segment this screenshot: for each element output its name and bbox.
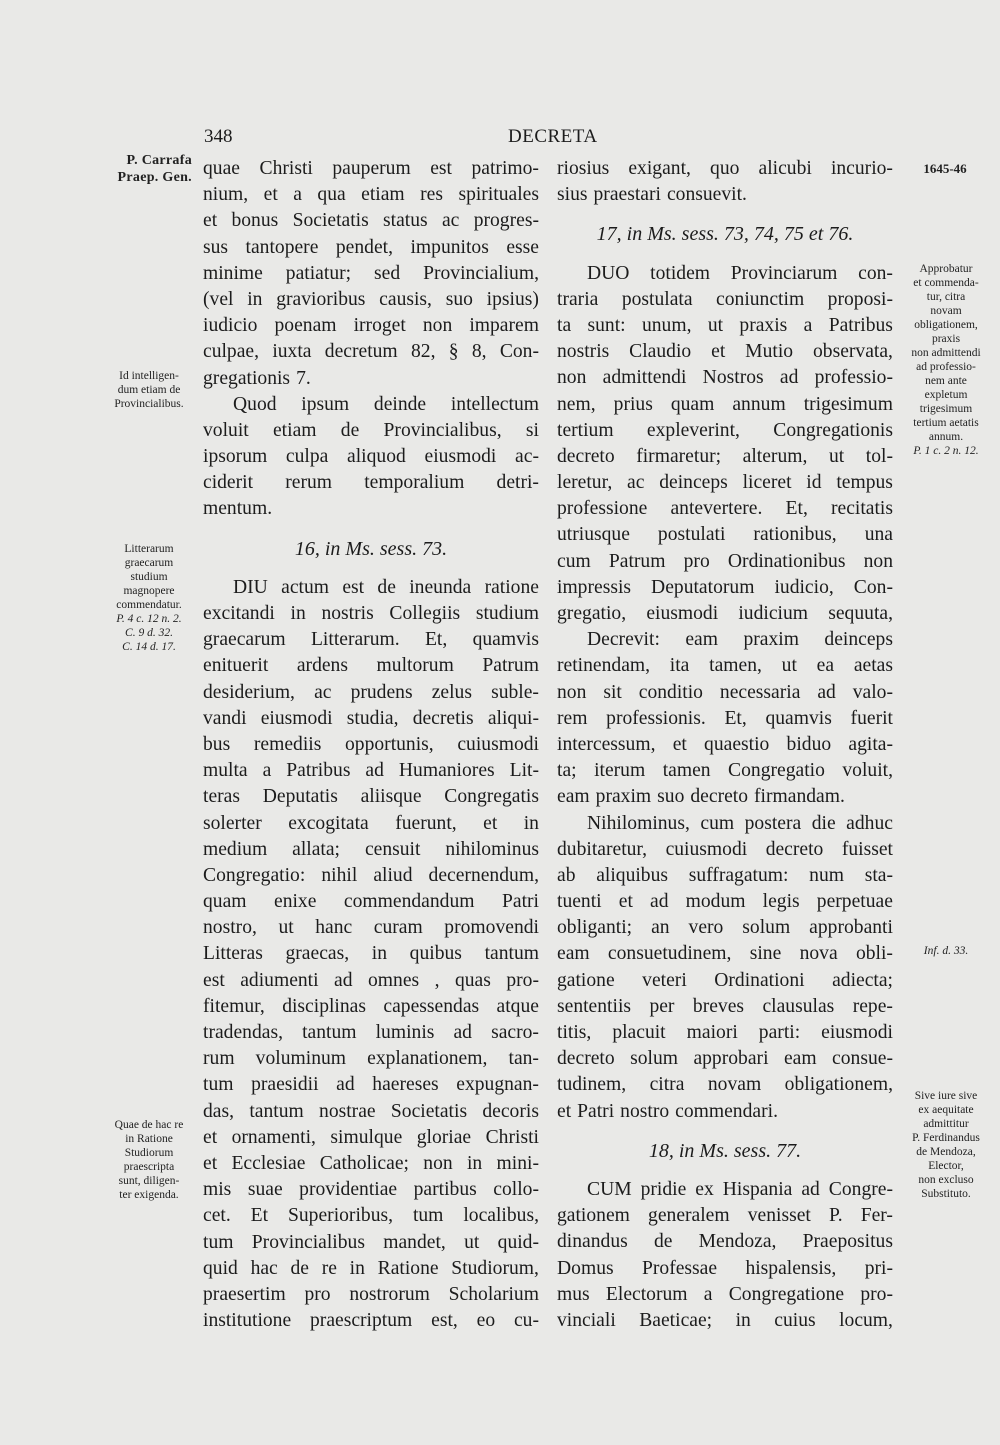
margin-note-line: obligationem, <box>914 319 978 331</box>
margin-note-line: Substituto. <box>921 1188 971 1200</box>
text-line: dinandus de Mendoza, Praepositus <box>557 1231 893 1253</box>
margin-note-line: P. Ferdinandus <box>912 1132 980 1144</box>
text-line: mentum. <box>203 498 273 520</box>
margin-note-line: sunt, diligen- <box>118 1175 180 1187</box>
text-line: eam praxim suo decreto firmandam. <box>557 786 845 808</box>
text-line: et bonus Societatis status ac progres- <box>203 210 539 232</box>
text-line: tum Provincialibus mandet, ut quid- <box>203 1231 539 1253</box>
text-line: desiderium, ac prudens zelus suble- <box>203 681 539 703</box>
text-line: obliganti; an vero solum approbanti <box>557 917 893 939</box>
section-heading: 17, in Ms. sess. 73, 74, 75 et 76. <box>596 223 854 246</box>
text-line: est adiumenti ad omnes , quas pro- <box>203 969 539 991</box>
margin-note-line: tertium aetatis <box>913 417 979 429</box>
text-line: nostris Claudio et Mutio observata, <box>557 341 893 363</box>
text-line: gregatio, eiusmodi iudicium sequuta, <box>557 603 893 624</box>
margin-note-line: ter exigenda. <box>119 1189 179 1201</box>
margin-note-line: tur, citra <box>926 291 966 303</box>
text-line: quam enixe commendandum Patri <box>203 891 539 913</box>
left-text-column <box>203 156 539 1334</box>
margin-note-line: P. 1 c. 2 n. 12. <box>913 445 979 457</box>
text-line: multa a Patribus ad Humaniores Lit- <box>203 760 539 782</box>
text-line: das, tantum nostrae Societatis decoris <box>203 1100 539 1122</box>
text-line: tuenti et ad modum legis perpetuae <box>557 891 893 913</box>
margin-note-line: Elector, <box>928 1160 964 1172</box>
margin-note-line: Quae de hac re <box>114 1119 184 1131</box>
text-line: impressis Deputatorum iudicio, Con- <box>557 576 893 598</box>
text-line: decreto firmaretur; alterum, ut tol- <box>557 445 893 467</box>
text-line: leretur, ac deinceps liceret id tempus <box>557 472 893 494</box>
text-line: graecarum Litterarum. Et, quamvis <box>203 629 539 651</box>
margin-note-line: Provincialibus. <box>114 398 184 410</box>
text-line: tudinem, citra novam obligationem, <box>557 1074 893 1096</box>
text-line: ta sunt: unum, ut praxis a Patribus <box>557 314 893 336</box>
text-line: mis suae providentiae partibus collo- <box>203 1179 539 1201</box>
text-line: mus Electorum a Congregatione pro- <box>557 1283 893 1305</box>
text-line: quae Christi pauperum est patrimo- <box>203 158 539 179</box>
text-line: Quod ipsum deinde intellectum <box>233 393 539 415</box>
margin-note-line: nem ante <box>925 375 967 387</box>
text-line: Nihilominus, cum postera die adhuc <box>587 812 893 834</box>
margin-note-line: praxis <box>931 333 961 345</box>
margin-years: 1645-46 <box>923 161 967 176</box>
margin-note-line: commendatur. <box>116 599 182 611</box>
text-line: DIU actum est de ineunda ratione <box>233 576 539 598</box>
page-header <box>200 126 900 150</box>
text-line: institutione praescriptum est, eo cu- <box>203 1310 539 1332</box>
margin-note-line: Studiorum <box>124 1147 174 1159</box>
section-heading: 16, in Ms. sess. 73. <box>294 537 448 560</box>
margin-note-line: novam <box>930 305 962 317</box>
author-title: Praep. Gen. <box>117 170 192 185</box>
text-line: non sit conditio necessaria ad valo- <box>557 681 893 703</box>
text-line: minime patiatur; sed Provincialium, <box>203 262 539 284</box>
text-line: riosius exigant, quo alicubi incurio- <box>557 158 893 179</box>
text-line: nium, et a qua etiam res spirituales <box>203 184 539 206</box>
paragraph-gap <box>557 208 893 221</box>
text-line: cet. Et Superioribus, tum localibus, <box>203 1205 539 1227</box>
text-line: non admittendi Nostros ad professio- <box>557 367 893 389</box>
text-line: Litteras graecas, in quibus tantum <box>203 943 539 965</box>
text-line: quid hac de re in Ratione Studiorum, <box>203 1257 539 1279</box>
running-title: DECRETA <box>508 126 598 147</box>
margin-note <box>92 369 206 411</box>
margin-note-line: annum. <box>928 431 964 443</box>
text-line: ab aliquibus suffragatum: num sta- <box>557 864 893 886</box>
margin-note-line: Approbatur <box>919 263 973 275</box>
margin-note <box>894 944 998 958</box>
margin-author <box>92 152 192 186</box>
text-line: Domus Professae hispalensis, pri- <box>557 1257 893 1279</box>
text-line: CUM pridie ex Hispania ad Congre- <box>587 1178 893 1200</box>
margin-note-line: non admittendi <box>911 347 981 359</box>
text-line: enituerit ardens multorum Patrum <box>203 655 539 677</box>
text-line: et ornamenti, simulque gloriae Christi <box>203 1126 539 1148</box>
text-line: tradendas, tantum luminis ad sacro- <box>203 1022 539 1043</box>
text-line: medium allata; censuit nihilominus <box>203 838 539 860</box>
text-line: nostro, ut hanc curam promovendi <box>203 917 539 939</box>
text-line: tum praesidii ad haereses expugnan- <box>203 1074 539 1096</box>
text-line: nem, prius quam annum trigesimum <box>557 393 893 415</box>
text-line: gationem generalem venisset P. Fer- <box>557 1205 893 1227</box>
margin-note-line: ex aequitate <box>918 1104 974 1116</box>
text-line: iudicio poenam irroget non imparem <box>203 315 539 337</box>
margin-note-line: dum etiam de <box>117 384 181 396</box>
text-line: gregationis 7. <box>203 367 311 389</box>
text-line: sius praestari consuevit. <box>557 184 747 206</box>
margin-note-line: studium <box>130 571 168 583</box>
text-line: professione antevertere. Et, recitatis <box>557 498 893 520</box>
text-line: praesertim pro nostrorum Scholarium <box>203 1283 539 1305</box>
text-line: solerter excogitata fuerunt, et in <box>203 812 539 834</box>
text-line: rum voluminum explanationem, tan- <box>203 1048 539 1070</box>
text-line: decreto solum approbari eam consue- <box>557 1048 893 1070</box>
margin-note-line: expletum <box>924 389 968 401</box>
text-line: vinciali Baeticae; in cuius locum, <box>557 1309 893 1331</box>
margin-note-line: in Ratione <box>125 1133 173 1145</box>
text-line: DUO totidem Provinciarum con- <box>587 262 893 284</box>
text-line: retinendam, ita tamen, ut ea aetas <box>557 655 893 677</box>
text-line: et Patri nostro commendari. <box>557 1100 778 1122</box>
text-line: rem professionis. Et, quamvis fuerit <box>557 707 893 729</box>
text-line: voluit etiam de Provincialibus, si <box>203 419 539 441</box>
margin-note-line: non excluso <box>918 1174 974 1186</box>
section-heading: 18, in Ms. sess. 77. <box>648 1139 802 1162</box>
text-line: utriusque postulati rationibus, una <box>557 524 893 546</box>
paragraph-gap <box>203 562 539 575</box>
margin-note-line: C. 9 d. 32. <box>125 627 173 639</box>
text-line: culpae, iuxta decretum 82, § 8, Con- <box>203 341 539 363</box>
text-line: (vel in gravioribus causis, suo ipsius) <box>203 288 539 310</box>
margin-note-line: ad professio- <box>916 361 976 373</box>
margin-note-line: C. 14 d. 17. <box>122 641 176 653</box>
text-line: et Ecclesiae Catholicae; non in mini- <box>203 1152 539 1174</box>
margin-note <box>894 262 998 458</box>
text-line: ipsorum culpa aliquod eiusmodi ac- <box>203 446 539 468</box>
margin-note-line: P. 4 c. 12 n. 2. <box>116 613 182 625</box>
text-line: dubitaretur, cuiusmodi decreto fuisset <box>557 838 893 860</box>
text-line: Congregatio: nihil aliud decernendum, <box>203 864 539 886</box>
text-line: intercessum, et quaestio biduo agita- <box>557 733 893 755</box>
right-text-column <box>557 156 893 1334</box>
page-number: 348 <box>204 126 233 147</box>
paragraph-gap <box>557 1125 893 1138</box>
margin-note-line: trigesimum <box>919 403 973 415</box>
text-line: excitandi in nostris Collegiis studium <box>203 603 539 624</box>
text-line: vandi eiusmodi studia, decretis aliqui- <box>203 707 539 729</box>
margin-note-line: Inf. d. 33. <box>923 945 969 957</box>
text-line: eam consuetudinem, sine nova obli- <box>557 943 893 965</box>
text-line: cum Patrum pro Ordinationibus non <box>557 550 893 572</box>
text-line: fitemur, disciplinas capessendas atque <box>203 995 539 1017</box>
margin-note <box>894 1089 998 1201</box>
paragraph-gap <box>557 1164 893 1177</box>
text-line: teras Deputatis aliisque Congregatis <box>203 786 539 808</box>
margin-note-line: Id intelligen- <box>119 370 179 382</box>
text-line: sententiis per breves clausulas repe- <box>557 995 893 1017</box>
margin-note-line: praescripta <box>123 1161 175 1173</box>
margin-note-line: admittitur <box>923 1118 969 1130</box>
margin-note-line: Sive iure sive <box>914 1090 978 1102</box>
text-line: ta; iterum tamen Congregatio voluit, <box>557 760 893 782</box>
text-line: tertium expleverint, Congregationis <box>557 419 893 441</box>
text-line: gatione veteri Ordinationi adiecta; <box>557 969 893 991</box>
paragraph-gap <box>203 523 539 536</box>
text-line: sus tantopere pendet, impunitos esse <box>203 236 539 258</box>
margin-note-line: et commenda- <box>913 277 979 289</box>
margin-note-line: Litterarum <box>124 543 174 555</box>
margin-note-line: magnopere <box>123 585 175 597</box>
text-line: titis, placuit maiori parti: eiusmodi <box>557 1022 893 1043</box>
margin-note-line: de Mendoza, <box>916 1146 976 1158</box>
text-line: traria postulata coniunctim proposi- <box>557 288 893 310</box>
text-line: bus remediis opportunis, cuiusmodi <box>203 733 539 755</box>
author-name: P. Carrafa <box>126 153 192 168</box>
margin-note-line: graecarum <box>124 557 174 569</box>
paragraph-gap <box>557 248 893 261</box>
text-line: ciderit rerum temporalium detri- <box>203 472 539 494</box>
margin-note <box>92 542 206 654</box>
text-line: Decrevit: eam praxim deinceps <box>587 629 893 651</box>
margin-note <box>92 1118 206 1202</box>
